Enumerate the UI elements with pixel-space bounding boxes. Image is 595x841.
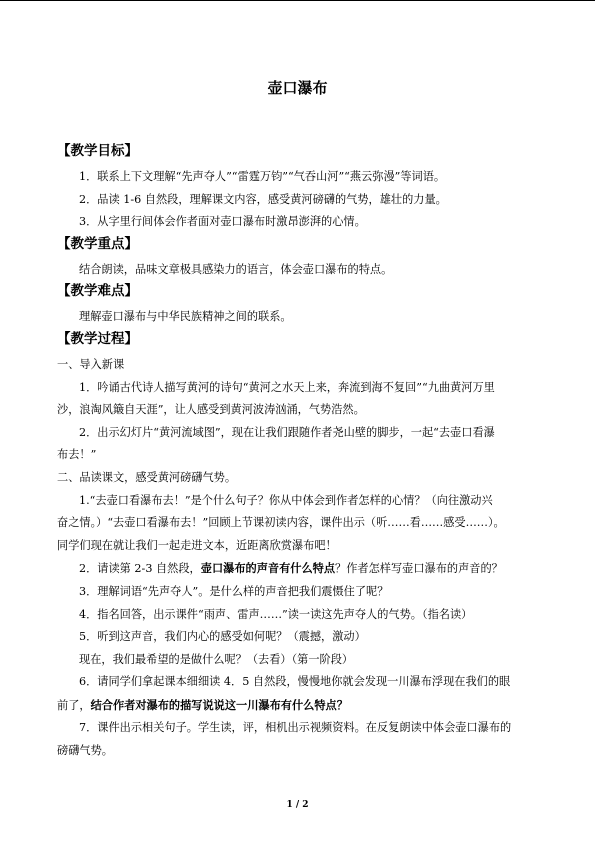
focus-text: 结合朗读，品味文章极具感染力的语言，体会壶口瀑布的特点。 bbox=[79, 262, 393, 276]
process-part2-q5: 5．听到这声音，我们内心的感受如何呢？（震撼，激动） bbox=[79, 630, 366, 644]
process-part1-title: 一、导入新课 bbox=[57, 357, 125, 371]
process-part2-q6-line1: 6．请同学们拿起课本细细读 4．5 自然段，慢慢地你就会发现一川瀑布浮现在我们的眼 bbox=[79, 675, 511, 689]
process-part2-q4: 4．指名回答，出示课件“雨声、雷声……”读一读这先声夺人的气势。（指名读） bbox=[79, 607, 473, 621]
q2-text-pre: 2．请读第 2-3 自然段， bbox=[79, 562, 201, 576]
process-part2-q2 bbox=[57, 557, 541, 581]
process-part2-q1-line1: 1.“去壶口看瀑布去！”是个什么句子？你从中体会到作者怎样的心情？（向往激动兴 bbox=[79, 493, 493, 507]
q2-text-post: ？作者怎样写壶口瀑布的声音的？ bbox=[335, 562, 503, 576]
goal-item-2: 2．品读 1-6 自然段，理解课文内容，感受黄河磅礴的气势，雄壮的力量。 bbox=[79, 192, 447, 206]
difficulty-text: 理解壶口瀑布与中华民族精神之间的联系。 bbox=[79, 310, 292, 324]
process-part2-title: 二、品读课文，感受黄河磅礴气势。 bbox=[57, 470, 237, 484]
process-part1-p2-line2: 布去！” bbox=[57, 448, 97, 462]
process-part1-p1-line2: 沙，浪淘风簸自天涯”，让人感受到黄河波涛汹涌，气势浩然。 bbox=[57, 403, 365, 417]
document-title: 壶口瀑布 bbox=[267, 79, 328, 97]
process-part2-q1-line2: 奋之情。）“去壶口看瀑布去！”回顾上节课初读内容，课件出示（听……看……感受……）。 bbox=[57, 516, 505, 530]
section-heading-process: 【教学过程】 bbox=[57, 330, 138, 347]
q6-text-bold: 结合作者对瀑布的描写说说这一川瀑布有什么特点？ bbox=[90, 697, 348, 712]
process-part2-q3: 3．理解词语“先声夺人”。是什么样的声音把我们震慑住了呢？ bbox=[79, 584, 389, 598]
process-part2-q5-note: 现在，我们最希望的是做什么呢？（去看）（第一阶段） bbox=[79, 652, 354, 666]
process-part2-q7-line2: 磅礴气势。 bbox=[57, 744, 113, 758]
process-part1-p1-line1: 1．吟诵古代诗人描写黄河的诗句“黄河之水天上来，奔流到海不复回”“九曲黄河万里 bbox=[79, 380, 495, 394]
page-top-border bbox=[0, 0, 595, 1]
goal-item-1: 1．联系上下文理解“先声夺人”“雷霆万钧”“气吞山河”“燕云弥漫”等词语。 bbox=[79, 170, 446, 183]
q2-text-bold: 壶口瀑布的声音有什么特点 bbox=[200, 561, 336, 576]
process-part2-q1-line3: 同学们现在就让我们一起走进文本，近距离欣赏瀑布吧！ bbox=[57, 538, 337, 552]
section-heading-focus: 【教学重点】 bbox=[57, 235, 138, 252]
process-part1-p2-line1: 2．出示幻灯片“黄河流域图”，现在让我们跟随作者尧山壁的脚步，一起“去壶口看瀑 bbox=[79, 425, 495, 439]
section-heading-difficulty: 【教学难点】 bbox=[57, 283, 138, 300]
section-heading-goals: 【教学目标】 bbox=[57, 143, 138, 159]
document-body bbox=[57, 141, 541, 763]
process-part2-q6-line2 bbox=[57, 694, 541, 718]
goal-item-3: 3．从字里行间体会作者面对壶口瀑布时激昂澎湃的心情。 bbox=[79, 215, 366, 229]
process-part2-q7-line1: 7．课件出示相关句子。学生读，评，相机出示视频资料。在反复朗读中体会壶口瀑布的 bbox=[79, 721, 512, 735]
q6-text-pre: 前了， bbox=[57, 698, 91, 712]
page-number: 1 / 2 bbox=[286, 800, 309, 810]
